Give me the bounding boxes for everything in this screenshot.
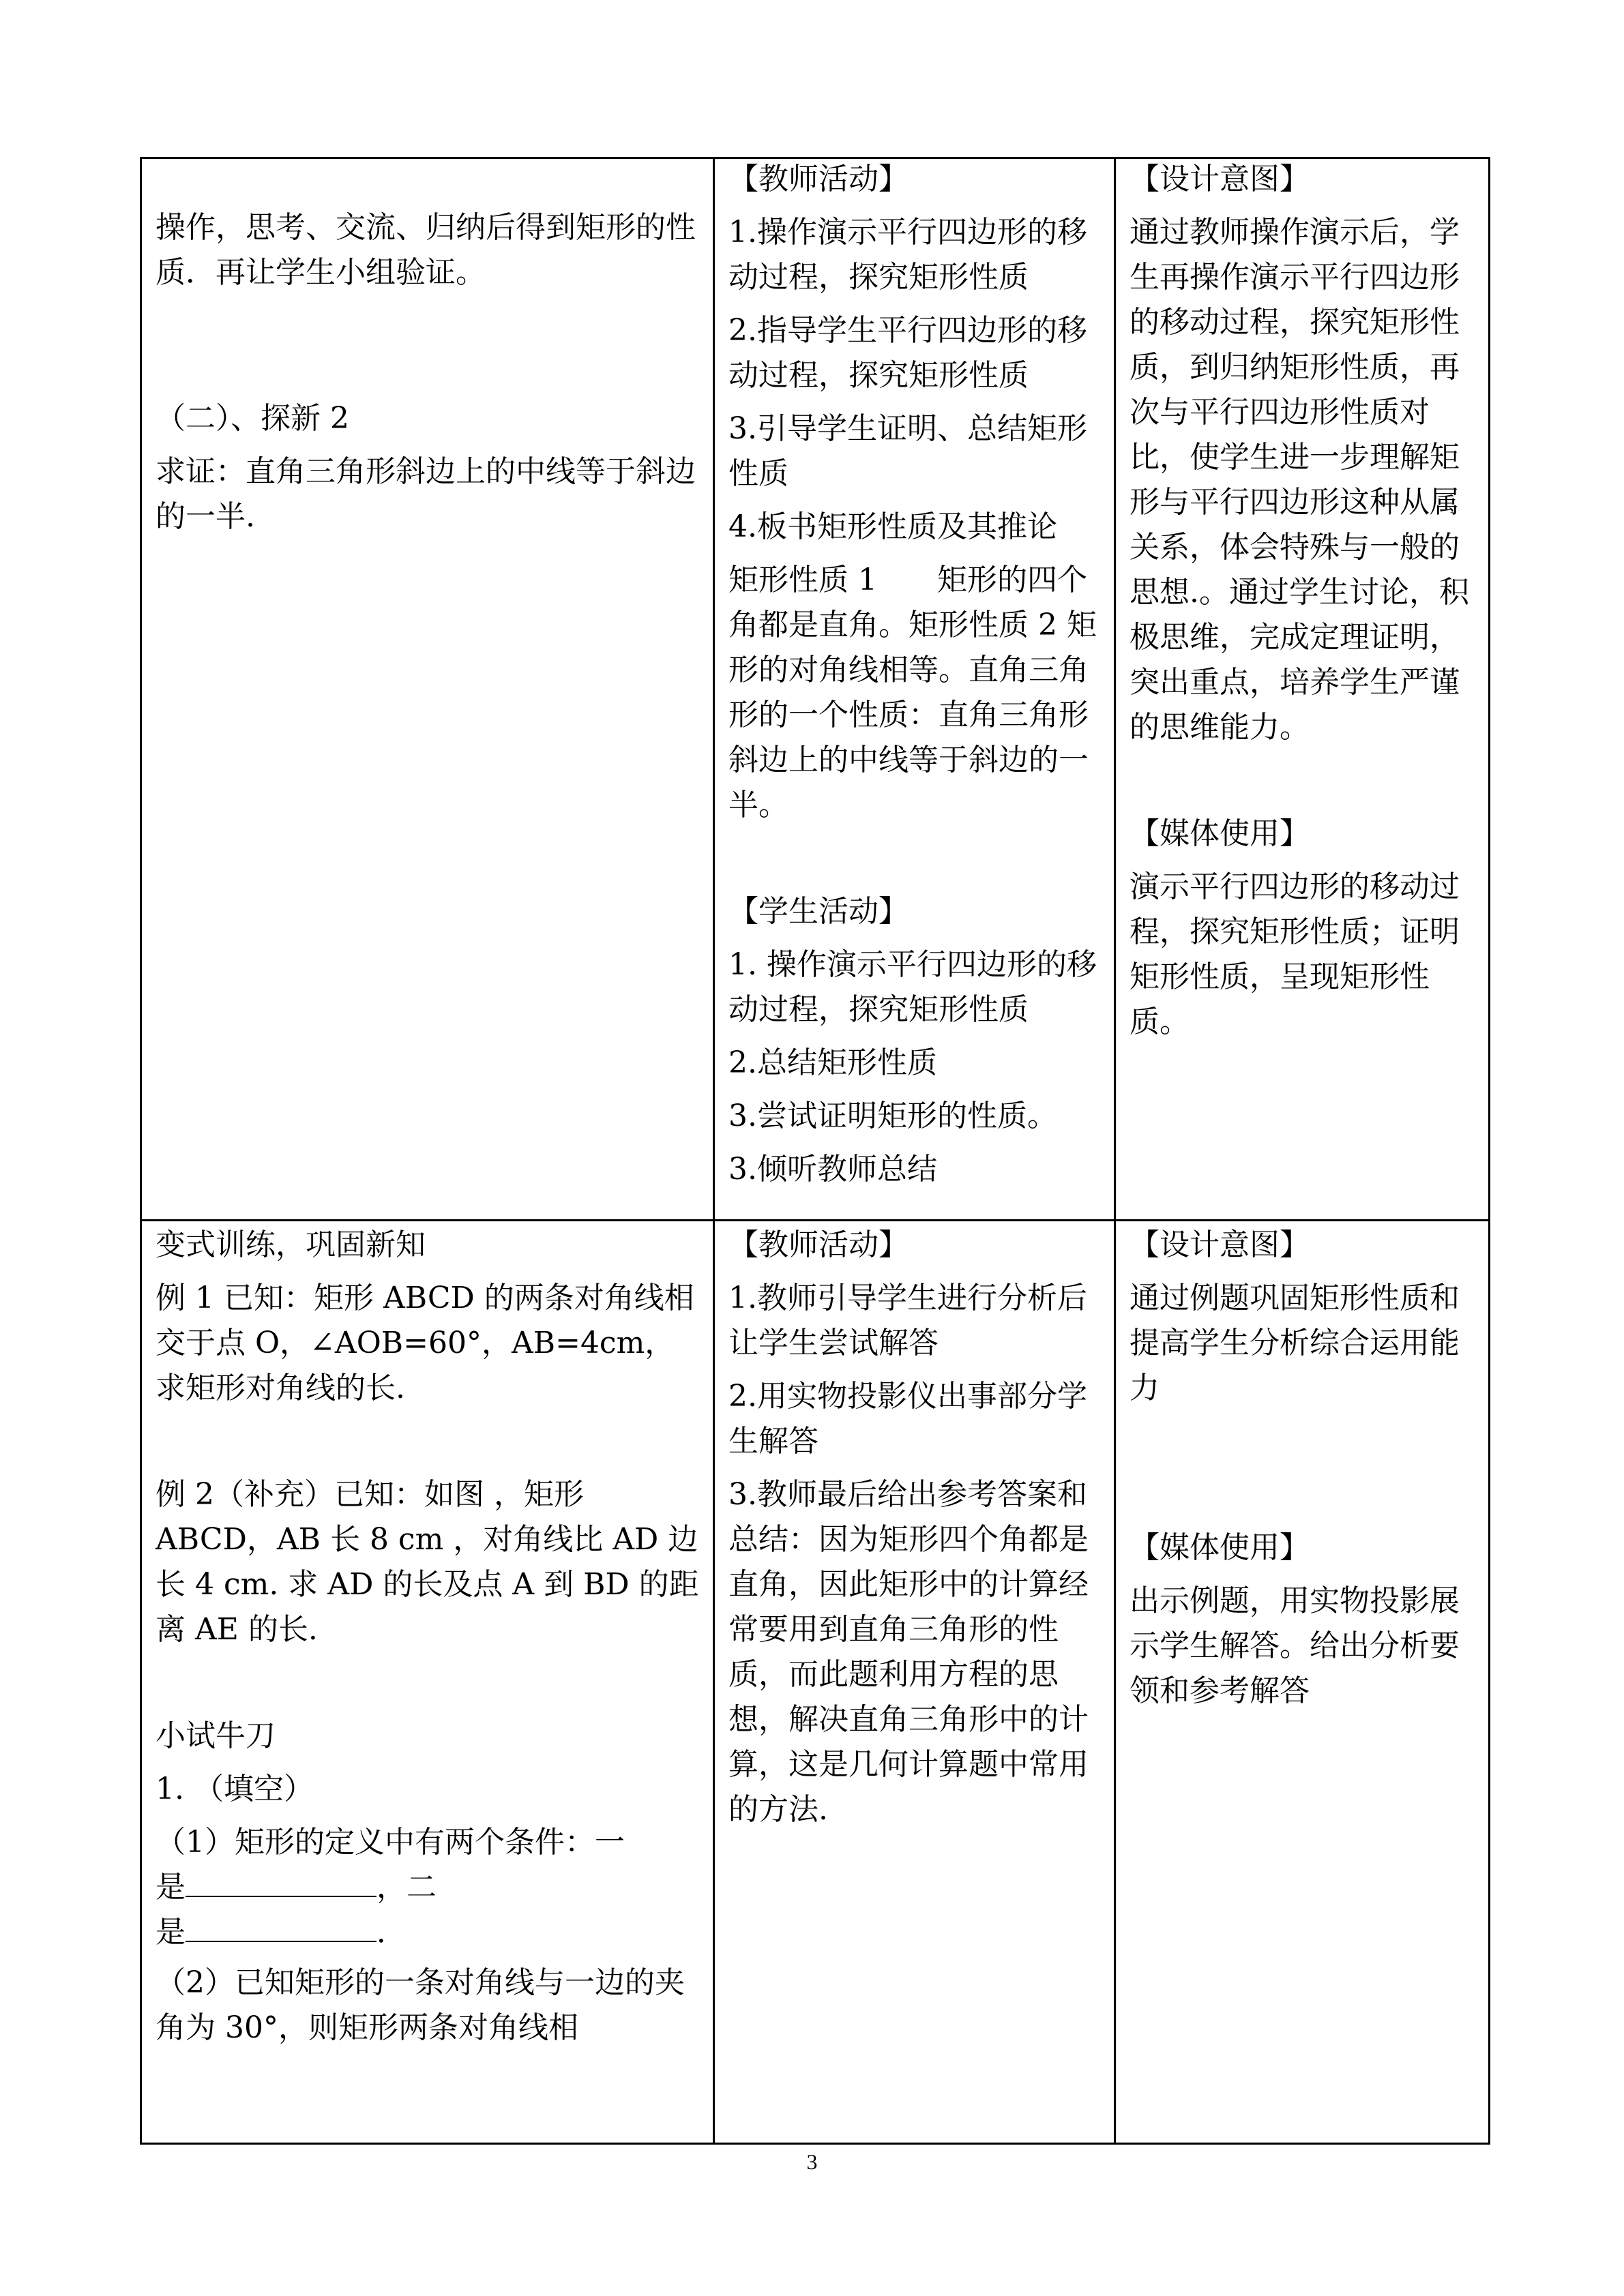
- teacher-activity-item: 3.引导学生证明、总结矩形性质: [728, 411, 1087, 491]
- design-intent-heading: 【设计意图】: [1130, 1227, 1310, 1262]
- row1-left-cell: [142, 205, 713, 548]
- example-2-text: 例 2（补充）已知：如图 ，矩形 ABCD，AB 长 8 cm ，对角线比 AD 边长 4 cm. 求 AD 的长及点 A 到 BD 的距离 AE 的长.: [156, 1477, 699, 1647]
- question-1: [156, 1820, 699, 1955]
- row1-middle-cell: [715, 157, 1114, 1200]
- row1-proof-task: 求证：直角三角形斜边上的中线等于斜边的一半.: [156, 454, 696, 534]
- teacher-activity-item: 2.指导学生平行四边形的移动过程，探究矩形性质: [728, 313, 1087, 393]
- row1-right-cell: [1116, 157, 1492, 1053]
- question-1-intro: （1）矩形的定义中有两个条件：一: [156, 1825, 625, 1860]
- row2-section-title: 变式训练，巩固新知: [156, 1227, 426, 1262]
- student-activity-item: 3.尝试证明矩形的性质。: [728, 1099, 1057, 1133]
- lesson-plan-table: [140, 157, 1490, 2145]
- question-1-end: ．: [377, 1915, 407, 1950]
- row1-section-title: （二）、探新 2: [156, 401, 349, 436]
- example-1-text: 例 1 已知：矩形 ABCD 的两条对角线相交于点 O，∠AOB=60°，AB=4cm，求矩形对角线的长.: [156, 1281, 694, 1405]
- student-activity-item: 2.总结矩形性质: [728, 1045, 937, 1080]
- media-use-heading: 【媒体使用】: [1130, 1530, 1310, 1565]
- teacher-activity-item: 1.操作演示平行四边形的移动过程，探究矩形性质: [728, 215, 1087, 295]
- teacher-activity-item: 2.用实物投影仪出事部分学生解答: [728, 1379, 1087, 1459]
- question-2: （2）已知矩形的一条对角线与一边的夹角为 30°，则矩形两条对角线相: [156, 1965, 685, 2045]
- row-divider: [142, 1219, 1488, 1221]
- question-1-second-label: 是: [156, 1915, 186, 1950]
- design-intent-text: 通过例题巩固矩形性质和提高学生分析综合运用能力: [1130, 1281, 1460, 1405]
- teacher-activity-item: 1.教师引导学生进行分析后让学生尝试解答: [728, 1281, 1087, 1360]
- student-activity-item: 3.倾听教师总结: [728, 1152, 937, 1187]
- question-1-separator: ，二: [377, 1870, 437, 1905]
- rectangle-properties-text: 矩形性质 1 矩形的四个角都是直角。矩形性质 2 矩形的对角线相等。直角三角形的一个性质：直角三角形斜边上的中线等于斜边的一半。: [728, 563, 1097, 822]
- media-use-text: 演示平行四边形的移动过程，探究矩形性质；证明矩形性质，呈现矩形性质。: [1130, 869, 1460, 1039]
- teacher-activity-item: 3.教师最后给出参考答案和总结：因为矩形四个角都是直角，因此矩形中的计算经常要用到直角三角形的性质，而此题利用方程的思想，解决直角三角形中的计算，这是几何计算题中常用的方法.: [728, 1477, 1089, 1827]
- question-1-first-label: 是: [156, 1870, 186, 1905]
- teacher-activity-item: 4.板书矩形性质及其推论: [728, 509, 1057, 544]
- teacher-activity-heading: 【教师活动】: [728, 1227, 909, 1262]
- row2-left-cell: [142, 1223, 713, 2059]
- row2-right-cell: [1116, 1223, 1492, 1722]
- question-1-blank-1[interactable]: [186, 1866, 377, 1897]
- student-activity-item: 1. 操作演示平行四边形的移动过程，探究矩形性质: [728, 947, 1097, 1027]
- design-intent-text: 通过教师操作演示后，学生再操作演示平行四边形的移动过程，探究矩形性质，到归纳矩形性质，再次与平行四边形性质对比，使学生进一步理解矩形与平行四边形这种从属关系，体会特殊与一般的思想.。通过学生讨论，积极思维，完成定理证明，突出重点，培养学生严谨的思维能力。: [1130, 215, 1469, 745]
- question-1-blank-2[interactable]: [186, 1911, 377, 1942]
- fill-in-title: 1. （填空）: [156, 1772, 314, 1806]
- practice-title: 小试牛刀: [156, 1718, 276, 1753]
- teacher-activity-heading: 【教师活动】: [728, 162, 909, 196]
- media-use-text: 出示例题，用实物投影展示学生解答。给出分析要领和参考解答: [1130, 1583, 1460, 1708]
- row2-middle-cell: [715, 1223, 1114, 1840]
- row1-intro-text: 操作，思考、交流、归纳后得到矩形的性质．再让学生小组验证。: [156, 210, 696, 290]
- design-intent-heading: 【设计意图】: [1130, 162, 1310, 196]
- page-number: 3: [806, 2149, 818, 2174]
- student-activity-heading: 【学生活动】: [728, 894, 909, 929]
- media-use-heading: 【媒体使用】: [1130, 816, 1310, 851]
